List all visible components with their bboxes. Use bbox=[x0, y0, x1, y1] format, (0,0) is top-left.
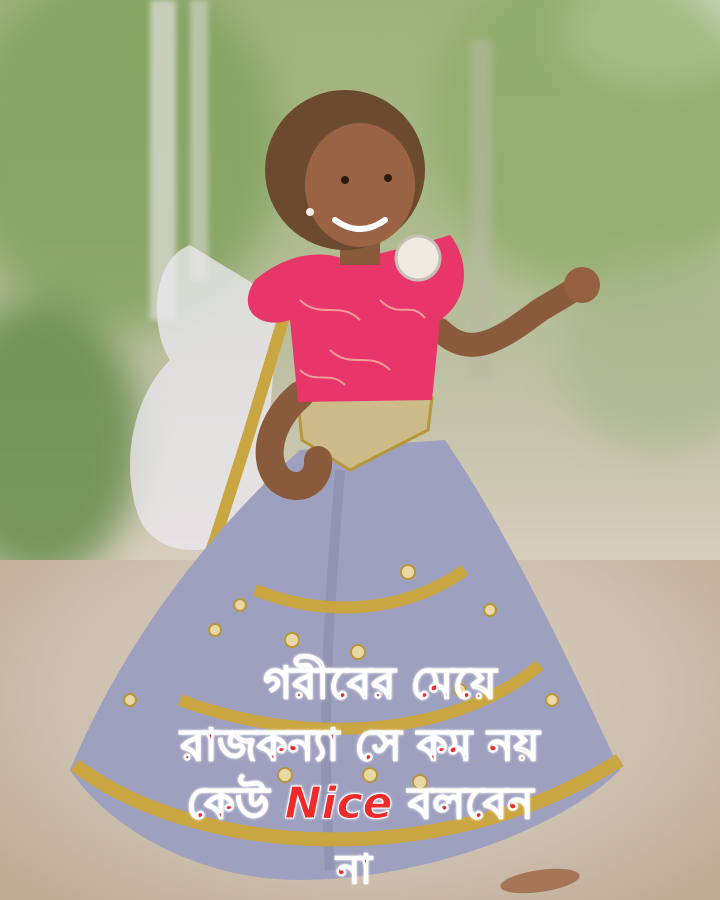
caption-prefix: কেউ bbox=[186, 778, 285, 829]
caption-nice-word: Nice bbox=[284, 778, 393, 829]
caption-line-3 bbox=[0, 770, 720, 843]
caption-suffix: বলবেন bbox=[392, 778, 534, 829]
right-arm bbox=[440, 282, 585, 345]
right-hand bbox=[564, 267, 600, 303]
caption-line-4: না bbox=[336, 847, 372, 893]
right-eye bbox=[384, 174, 392, 182]
earring bbox=[306, 208, 314, 216]
caption-line-1: গরীবের মেয়ে bbox=[263, 658, 497, 709]
flower-brooch bbox=[396, 236, 440, 280]
left-eye bbox=[341, 176, 349, 184]
caption-line-2: রাজকন্যা সে কম নয় bbox=[180, 720, 540, 771]
